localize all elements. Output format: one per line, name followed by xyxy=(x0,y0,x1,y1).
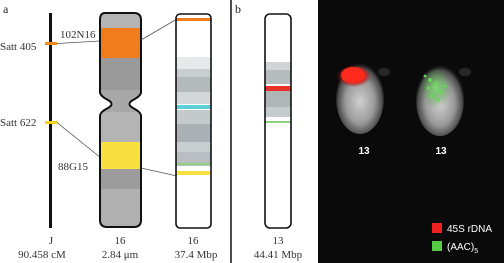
rdna-signal xyxy=(341,67,365,83)
satt622-connector xyxy=(57,123,101,159)
panel-a-letter: a xyxy=(3,2,9,16)
legend-swatch-rdna xyxy=(432,223,442,233)
legend-label-aac: $(AAC)_5$ xyxy=(447,242,479,255)
rdna-band xyxy=(265,86,291,91)
88G15-signal xyxy=(98,142,144,169)
nucleus-label-right: 13 xyxy=(435,146,447,157)
pachytene-chromosome-number: 16 xyxy=(187,235,199,247)
pachytene-length: 37.4 Mbp xyxy=(174,249,218,261)
linkage-group-name: J xyxy=(48,235,54,247)
88G15-band xyxy=(176,171,211,175)
legend-swatch-aac xyxy=(432,241,442,251)
102N16-label: 102N16 xyxy=(60,29,96,41)
satt405-connector xyxy=(57,41,100,44)
88G15-label: 88G15 xyxy=(58,161,88,173)
102N16-band xyxy=(176,18,211,21)
satt622-label: Satt 622 xyxy=(0,117,37,129)
connector-bottom xyxy=(141,168,177,176)
panel-b-letter: b xyxy=(235,2,241,16)
satt405-marker-tick xyxy=(45,42,57,45)
centromere-band xyxy=(176,105,211,109)
connector-top xyxy=(141,19,177,40)
mitotic-chromosome-16 xyxy=(98,10,144,230)
mitotic-chromosome-number: 16 xyxy=(114,235,126,247)
legend-label-rdna: 45S rDNA xyxy=(447,224,493,235)
satt405-label: Satt 405 xyxy=(0,41,37,53)
pachytene-ideogram-16 xyxy=(176,14,211,228)
chr13-ideogram xyxy=(265,14,291,228)
fish-micrograph xyxy=(318,0,504,263)
chr13-number: 13 xyxy=(272,235,284,247)
chr13-length: 44.41 Mbp xyxy=(253,249,303,261)
linkage-bar xyxy=(49,13,52,228)
102N16-signal xyxy=(98,28,144,58)
mitotic-length: 2.84 μm xyxy=(101,249,139,261)
aac-band xyxy=(265,121,291,123)
nucleus-label-left: 13 xyxy=(358,146,370,157)
satt622-marker-tick xyxy=(45,121,57,124)
linkage-length: 90.458 cM xyxy=(18,249,66,261)
linkage-map xyxy=(0,13,101,228)
